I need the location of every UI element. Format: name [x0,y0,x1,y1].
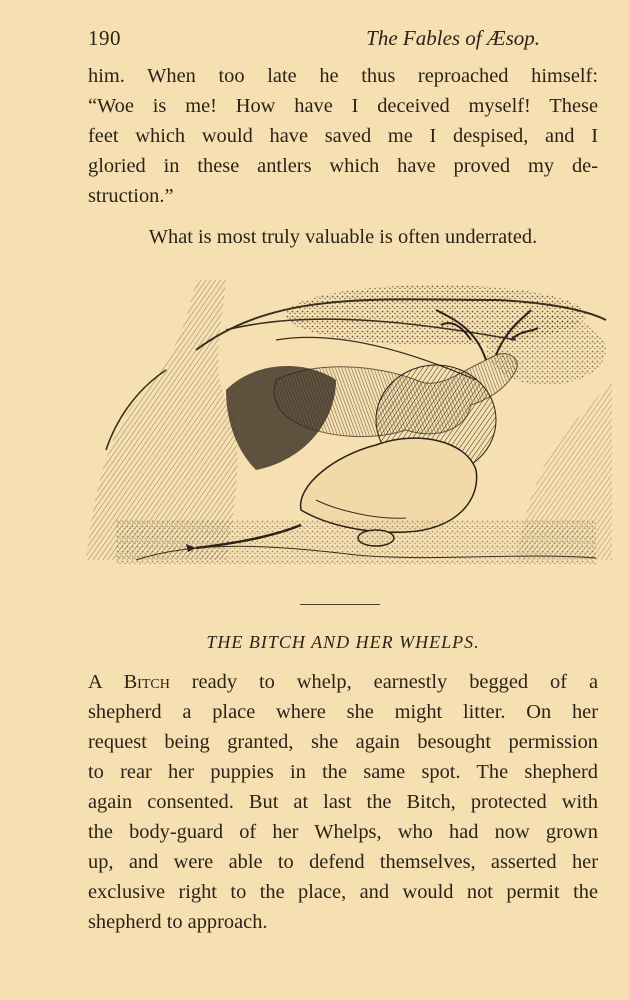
text-line: the body-guard of her Whelps, who had now grown [88,821,598,843]
text-line: “Woe is me! How have I deceived myself! These [88,95,598,117]
section-divider [300,604,380,605]
running-title: The Fables of Æsop. [366,26,540,50]
text-line: request being granted, she again besought permission [88,731,598,753]
text-line: feet which would have saved me I despised, and I [88,125,598,147]
fable-title: THE BITCH AND HER WHELPS. [206,632,480,652]
text-line [88,667,598,697]
previous-fable-text [88,61,598,211]
fable-text [88,667,598,937]
page-number: 190 [88,26,121,50]
text-line: shepherd a place where she might litter. On her [88,701,598,723]
opening-word-smallcaps: Bitch [123,671,170,693]
fable-moral: What is most truly valuable is often underrated. [148,226,538,248]
opening-word: A [88,671,102,693]
text-line: to rear her puppies in the same spot. The shepherd [88,761,598,783]
engraving-lion-attacking-stag-icon [76,270,612,565]
text-line: up, and were able to defend themselves, asserted her [88,851,598,873]
opening-line-rest: ready to whelp, earnestly begged of a [169,671,598,693]
text-line: again consented. But at last the Bitch, protected with [88,791,598,813]
text-line: shepherd to approach. [88,911,268,933]
text-line: gloried in these antlers which have proved my de- [88,155,598,177]
text-line: exclusive right to the place, and would not permit the [88,881,598,903]
text-line: struction.” [88,185,174,207]
running-head [88,26,540,52]
text-line: him. When too late he thus reproached himself: [88,65,598,87]
